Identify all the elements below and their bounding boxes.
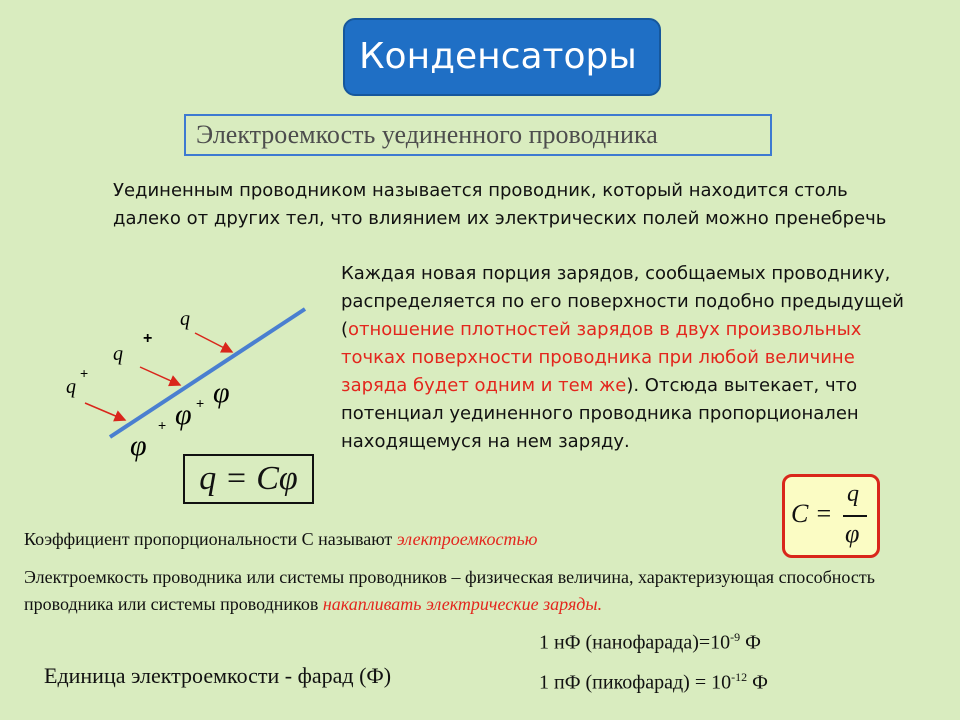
paragraph-text: ). Отсюда вытекает, что потенциал уединенного проводника пропорционален находящемуся на нем заряду. xyxy=(341,375,859,452)
paragraph-text: Каждая новая порция зарядов, сообщаемых проводнику, распределяется по его поверхности подобно предыдущей ( xyxy=(341,263,904,340)
nanofarad-conversion xyxy=(539,630,761,655)
charge-arrow xyxy=(140,367,180,385)
fraction-denominator: φ xyxy=(845,519,860,548)
coefficient-statement xyxy=(24,529,537,550)
potential-symbol: φ xyxy=(213,376,230,409)
potential-symbol: φ xyxy=(130,429,147,462)
exponent: -9 xyxy=(730,630,741,644)
charge-label: q xyxy=(66,376,76,398)
conversion-text: 1 пФ (пикофарад) = 10 xyxy=(539,671,732,694)
isolated-conductor-definition: Уединенным проводником называется проводник, который находится столь далеко от других тел, что влиянием их электрических полей можно пренебречь xyxy=(113,180,887,229)
capacitance-lhs: C = xyxy=(791,499,833,528)
conversion-text: 1 нФ (нанофарада)=10 xyxy=(539,631,731,654)
charge-label: q xyxy=(113,343,123,365)
definition-text: Электроемкость проводника или системы проводников – физическая величина, характеризующая способность проводника или системы проводников xyxy=(24,567,875,614)
slide-subtitle: Электроемкость уединенного проводника xyxy=(184,114,772,156)
highlighted-term: электроемкостью xyxy=(396,529,538,549)
charge-arrow xyxy=(195,333,232,352)
capacitance-formula-box xyxy=(782,474,880,558)
conversion-unit: Ф xyxy=(747,671,768,694)
highlighted-text: накапливать электрические заряды. xyxy=(322,594,603,614)
conversion-unit: Ф xyxy=(740,631,761,654)
plus-sign: + xyxy=(158,417,167,433)
unit-of-capacitance: Единица электроемкости - фарад (Ф) xyxy=(44,663,392,688)
charge-arrow xyxy=(85,403,125,420)
capacitance-definition xyxy=(24,564,904,618)
fraction-bar xyxy=(843,515,867,517)
conductor-surface-line xyxy=(110,309,305,437)
picofarad-conversion xyxy=(539,670,768,695)
plus-sign: + xyxy=(196,395,205,411)
exponent: -12 xyxy=(731,670,748,684)
charge-label: q xyxy=(180,308,190,330)
plus-sign: + xyxy=(80,365,89,381)
fraction-numerator: q xyxy=(847,481,859,507)
highlighted-text: отношение плотностей зарядов в двух произвольных точках поверхности проводника при любой величине заряда будет одним и тем же xyxy=(341,319,862,396)
slide-title: Конденсаторы xyxy=(343,18,661,96)
statement-text: Коэффициент пропорциональности С называют xyxy=(24,529,397,549)
potential-symbol: φ xyxy=(175,398,192,431)
plus-sign: + xyxy=(143,330,153,347)
charge-potential-formula: q = Cφ xyxy=(183,454,314,504)
